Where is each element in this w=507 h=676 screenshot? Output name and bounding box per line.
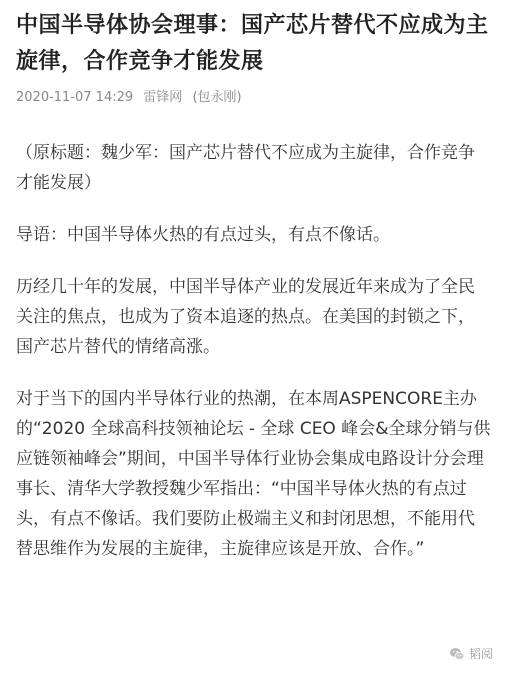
paragraph-body-1: 历经几十年的发展，中国半导体产业的发展近年来成为了全民关注的焦点，也成为了资本追逐的热点。在美国的封锁之下，国产芯片替代的情绪高涨。 — [16, 277, 475, 357]
article-meta — [16, 88, 491, 108]
watermark — [445, 643, 497, 664]
source-name[interactable]: 雷锋网 — [143, 90, 183, 105]
paragraph-body-2: 对于当下的国内半导体行业的热潮，在本周ASPENCORE主办的“2020 全球高科技领袖论坛 - 全球 CEO 峰会&全球分销与供应链领袖峰会”期间，中国半导体行业协会集成电路设计分会理事长、清华大学教授魏少军指出：“中国半导体火热的有点过头，有点不像话。我们要防止极端主义和封闭思想，不能用代替思维作为发展的主旋律，主旋律应该是开放、合作。” — [16, 389, 491, 559]
article-title: 中国半导体协会理事：国产芯片替代不应成为主旋律，合作竞争才能发展 — [16, 13, 489, 74]
paragraph-lead: 导语：中国半导体火热的有点过头，有点不像话。 — [16, 225, 390, 245]
publish-datetime: 2020-11-07 14:29 — [16, 90, 134, 105]
wechat-icon — [449, 646, 465, 662]
paragraph-original-title: （原标题：魏少军：国产芯片替代不应成为主旋律，合作竞争才能发展） — [16, 143, 475, 193]
watermark-label: 韬阅 — [468, 647, 493, 661]
author-name: (包永刚) — [192, 90, 242, 105]
